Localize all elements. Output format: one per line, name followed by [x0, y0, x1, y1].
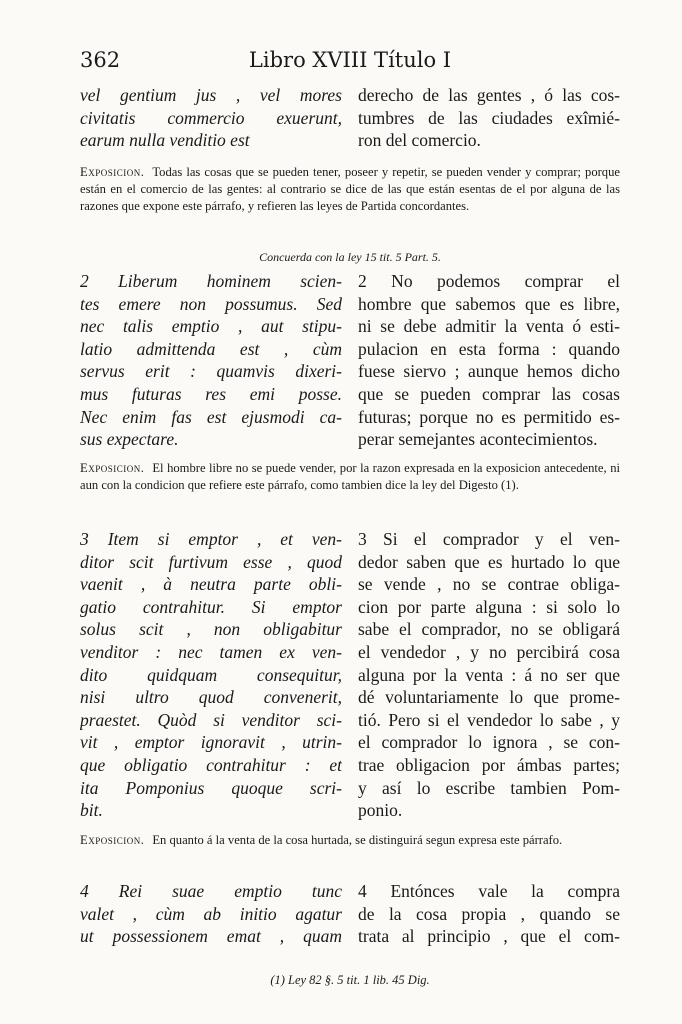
spanish-text-block-2: [358, 270, 620, 451]
text-line: civitatis commercio exuerunt,: [80, 107, 342, 128]
text-line: 3 Item si emptor , et ven-: [80, 529, 342, 549]
text-line: sus expectare.: [80, 429, 179, 450]
text-line: ita Pomponius quoque scri-: [80, 777, 342, 798]
text-line: ron del comercio.: [358, 130, 481, 151]
latin-text-block-1: [80, 84, 342, 152]
footnote: (1) Ley 82 §. 5 tit. 1 lib. 45 Dig.: [270, 973, 430, 987]
text-line: ditor scit furtivum esse , quod: [80, 551, 342, 572]
text-line: nisi ultro quod convenerit,: [80, 687, 342, 708]
text-line: tes emere non possumus. Sed: [80, 293, 342, 314]
concordance-note: Concuerda con la ley 15 tit. 5 Part. 5.: [259, 250, 441, 264]
text-line: hombre que sabemos que es libre,: [358, 293, 620, 314]
text-line: dedor saben que es hurtado lo que: [358, 551, 620, 572]
text-line: nec talis emptio , aut stipu-: [80, 316, 342, 337]
latin-text-block-2: [80, 270, 342, 451]
page-number: 362: [80, 48, 121, 72]
text-line: latio admittenda est , cùm: [80, 338, 342, 359]
text-line: 3 Si el comprador y el ven-: [358, 529, 620, 549]
text-line: bit.: [80, 800, 103, 821]
text-line: dé voluntariamente lo que prome-: [358, 687, 620, 708]
text-line: Nec enim fas est ejusmodi ca-: [80, 406, 342, 427]
text-line: que se pueden comprar las cosas: [358, 383, 620, 404]
text-line: solus scit , non obligabitur: [80, 619, 342, 640]
text-line: 2 No podemos comprar el: [358, 271, 620, 291]
exposicion-label: Exposicion.: [80, 165, 145, 179]
exposicion-paragraph-1: [80, 164, 620, 215]
text-line: derecho de las gentes , ó las cos-: [358, 85, 620, 105]
spanish-text-block-4: [358, 880, 620, 948]
text-line: dito quidquam consequitur,: [80, 664, 342, 685]
text-line: pulacion en esta forma : quando: [358, 338, 620, 359]
text-line: que obligatio contrahitur : et: [80, 754, 342, 775]
text-line: trata al principio , que el com-: [358, 926, 620, 947]
text-line: 2 Liberum hominem scien-: [80, 271, 342, 291]
spanish-text-block-1: [358, 84, 620, 152]
exposicion-paragraph-2: [80, 460, 620, 494]
text-line: vel gentium jus , vel mores: [80, 85, 342, 105]
text-line: alguna por la venta : á no ser que: [358, 664, 620, 685]
text-line: valet , cùm ab initio agatur: [80, 903, 342, 924]
text-line: trae obligacion por ámbas partes;: [358, 754, 620, 775]
text-line: ni se debe admitir la venta ó esti-: [358, 316, 620, 337]
text-line: servus erit : quamvis dixeri-: [80, 361, 342, 382]
exposicion-text: Todas las cosas que se pueden tener, poseer y repetir, se pueden vender y comprar; porque están en el comercio de las gentes: al contrario se dice de las que están esentas de el por alguna de las razones que expone este párrafo, y refieren las leyes de Partida concordantes.: [80, 165, 620, 213]
text-line: de la cosa propia , quando se: [358, 903, 620, 924]
text-line: y así lo escribe tambien Pom-: [358, 777, 620, 798]
spanish-text-block-3: [358, 528, 620, 822]
text-line: ponio.: [358, 800, 403, 821]
text-line: praestet. Quòd si venditor sci-: [80, 709, 342, 730]
text-line: vaenit , à neutra parte obli-: [80, 574, 342, 595]
text-line: el comprador lo ignora , se con-: [358, 732, 620, 753]
text-line: tió. Pero si el vendedor lo sabe , y: [358, 709, 620, 730]
exposicion-label: Exposicion.: [80, 833, 145, 847]
text-line: gatio contrahitur. Si emptor: [80, 596, 342, 617]
text-line: ut possessionem emat , quam: [80, 926, 342, 947]
page-header: [80, 48, 620, 78]
exposicion-text: El hombre libre no se puede vender, por la razon expresada en la exposicion antecedente, ni aun con la condicion que refiere este párrafo, como tambien dice la ley del Digesto (1).: [80, 461, 620, 492]
latin-text-block-3: [80, 528, 342, 822]
text-line: 4 Entónces vale la compra: [358, 881, 620, 901]
text-line: se vende , no se contrae obliga-: [358, 574, 620, 595]
text-line: perar semejantes acontecimientos.: [358, 429, 598, 450]
text-line: 4 Rei suae emptio tunc: [80, 881, 342, 901]
text-line: sabe el comprador, no se obligará: [358, 619, 620, 640]
text-line: vit , emptor ignoravit , utrin-: [80, 732, 342, 753]
text-line: cion por parte alguna : si solo lo: [358, 596, 620, 617]
running-title: Libro XVIII Título I: [248, 48, 452, 72]
text-line: mus futuras res emi posse.: [80, 383, 342, 404]
latin-text-block-4: [80, 880, 342, 948]
exposicion-paragraph-3: [80, 832, 620, 849]
text-line: el vendedor , y no percibirá cosa: [358, 641, 620, 662]
exposicion-label: Exposicion.: [80, 461, 145, 475]
text-line: futuras; porque no es permitido es-: [358, 406, 620, 427]
text-line: venditor : nec tamen ex ven-: [80, 641, 342, 662]
text-line: fuese siervo ; aunque hemos dicho: [358, 361, 620, 382]
text-line: tumbres de las ciudades exîmié-: [358, 107, 620, 128]
exposicion-text: En quanto á la venta de la cosa hurtada, se distinguirá segun expresa este párrafo.: [152, 833, 563, 847]
text-line: earum nulla venditio est: [80, 130, 250, 151]
